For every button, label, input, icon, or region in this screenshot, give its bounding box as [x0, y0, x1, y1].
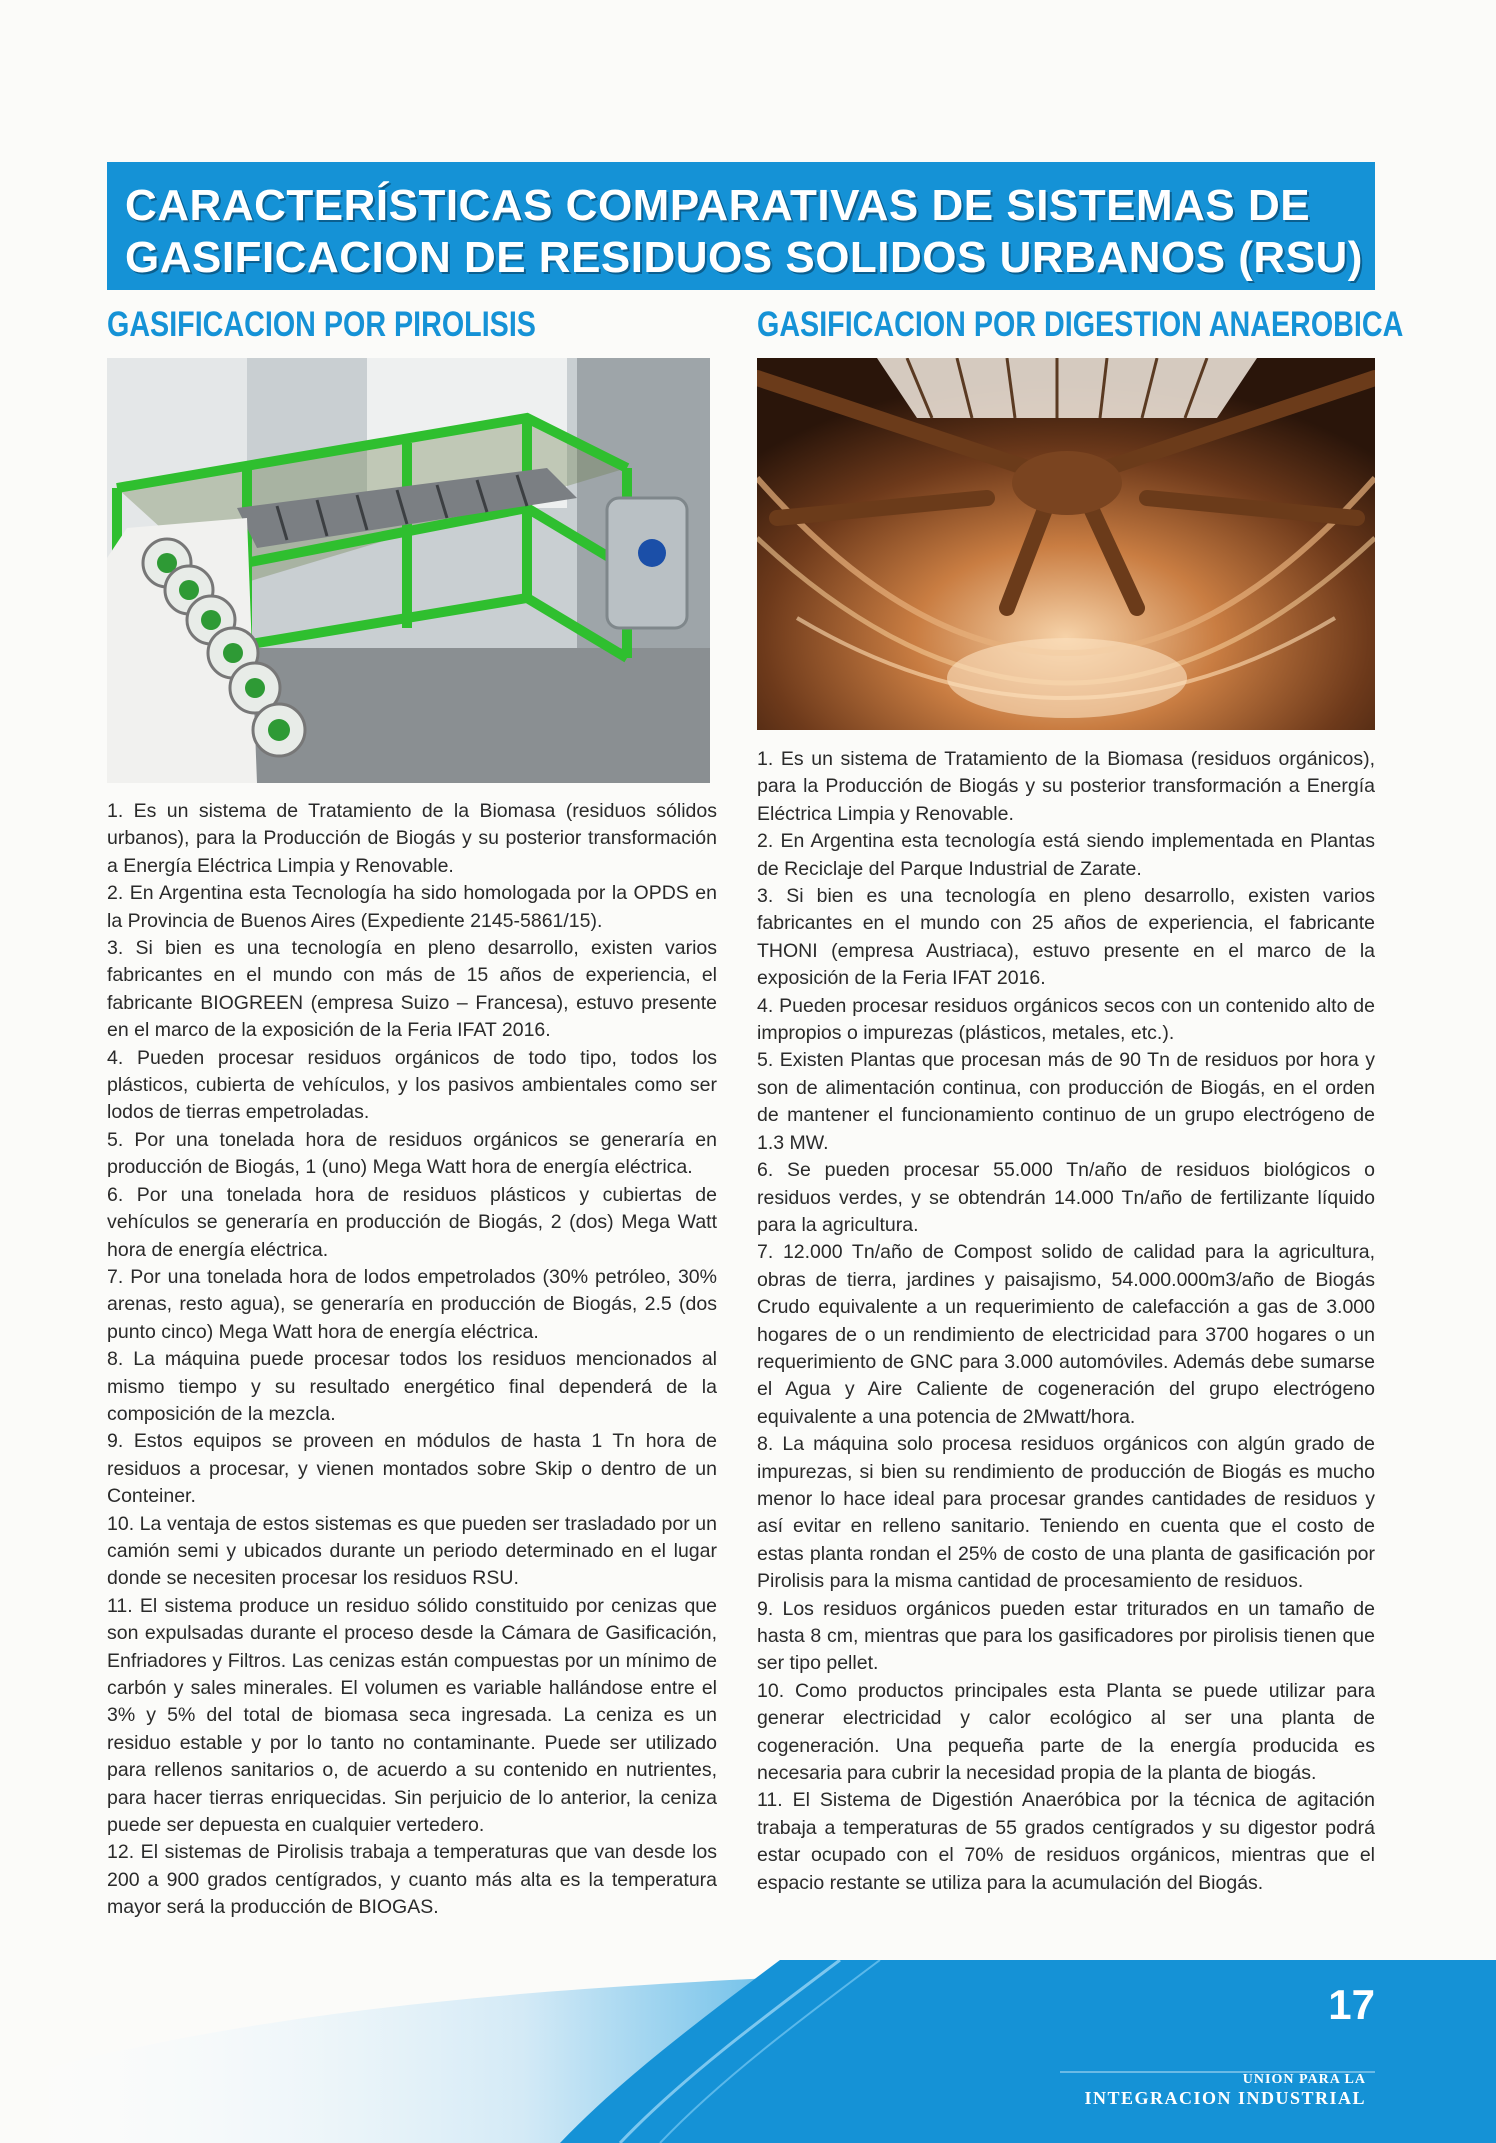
pyrolysis-item-5: 5. Por una tonelada hora de residuos orgánicos se generaría en producción de Biogás, 1 (uno) Mega Watt hora de energía eléctrica. [107, 1128, 717, 1179]
pyrolysis-item-7: 7. Por una tonelada hora de lodos empetrolados (30% petróleo, 30% arenas, resto agua), se generaría en producción de Biogás, 2.5 (dos punto cinco) Mega Watt hora de energía eléctrica. [107, 1265, 717, 1343]
pyrolysis-item-2: 2. En Argentina esta Tecnología ha sido homologada por la OPDS en la Provincia de Buenos Aires (Expediente 2145-5861/15). [107, 882, 717, 932]
anaerobic-item-1: 1. Es un sistema de Tratamiento de la Biomasa (residuos orgánicos), para la Producción de Biogás y su posterior transformación a Energía Eléctrica Limpia y Renovable. [757, 748, 1375, 825]
anaerobic-item-7: 7. 12.000 Tn/año de Compost solido de calidad para la agricultura, obras de tierra, jardines y paisajismo, 54.000.000m3/año de Biogás Crudo equivalente a un requerimiento de calefacción a gas de 3.000 hogares de o un rendimiento de electricidad para 3700 hogares o un requerimiento de GNC para 3.000 automóviles. Además debe sumarse el Agua y Aire Caliente de cogeneración del grupo electrógeno equivalente a una potencia de 2Mwatt/hora. [757, 1241, 1375, 1428]
pyrolysis-item-6: 6. Por una tonelada hora de residuos plásticos y cubiertas de vehículos se generaría en producción de Biogás, 2 (dos) Mega Watt hora de energía eléctrica. [107, 1183, 717, 1261]
anaerobic-text [757, 746, 1375, 1897]
footer-band [0, 1960, 1496, 2143]
anaerobic-item-8: 8. La máquina solo procesa residuos orgánicos con algún grado de impurezas, si bien su rendimiento de producción de Biogás es mucho menor lo hace ideal para procesar grandes cantidades de residuos y así evitar en relleno sanitario. Teniendo en cuenta que el costo de estas planta rondan el 25% de costo de una planta de gasificación por Pirolisis para la misma cantidad de procesamiento de residuos. [757, 1433, 1375, 1593]
pyrolysis-item-3: 3. Si bien es una tecnología en pleno desarrollo, existen varios fabricantes en el mundo con más de 15 años de experiencia, el fabricante BIOGREEN (empresa Suizo – Francesa), estuvo presente en el marco de la exposición de la Feria IFAT 2016. [107, 937, 717, 1042]
pyrolysis-item-4: 4. Pueden procesar residuos orgánicos de todo tipo, todos los plásticos, cubierta de vehículos, y los pasivos ambientales como ser lodos de tierras empetroladas. [107, 1046, 717, 1124]
anaerobic-digester-photo [757, 358, 1375, 730]
heading-pyrolysis: GASIFICACION POR PIROLISIS [107, 305, 536, 344]
anaerobic-item-2: 2. En Argentina esta tecnología está siendo implementada en Plantas de Reciclaje del Parque Industrial de Zarate. [757, 830, 1375, 880]
pyrolysis-item-12: 12. El sistemas de Pirolisis trabaja a temperaturas que van desde los 200 a 900 grados centígrados, y cuanto más alta es la temperatura mayor será la producción de BIOGAS. [107, 1841, 717, 1919]
title-line-2: GASIFICACION DE RESIDUOS SOLIDOS URBANOS (RSU) [125, 233, 1363, 282]
publisher-name-line-2: INTEGRACION INDUSTRIAL [1084, 2088, 1366, 2108]
pyrolysis-item-11: 11. El sistema produce un residuo sólido constituido por cenizas que son expulsadas durante el proceso desde la Cámara de Gasificación, Enfriadores y Filtros. Las cenizas están compuestas por un mínimo de carbón y sales minerales. El volumen es variable hallándose entre el 3% y 5% del total de biomasa seca ingresada. La ceniza es un residuo estable y por lo tanto no contaminante. Puede ser utilizado para rellenos sanitarios o, de acuerdo a su contenido en nutrientes, para hacer tierras enriquecidas. Sin perjuicio de lo anterior, la ceniza puede ser depuesta en cualquier vertedero. [107, 1594, 717, 1837]
pyrolysis-item-10: 10. La ventaja de estos sistemas es que pueden ser trasladado por un camión semi y ubicados durante un periodo determinado en el lugar donde se necesiten procesar los residuos RSU. [107, 1512, 717, 1590]
heading-anaerobic-digestion: GASIFICACION POR DIGESTION ANAEROBICA [757, 305, 1404, 344]
publisher-name-line-1: UNION PARA LA [1242, 2072, 1366, 2087]
anaerobic-item-10: 10. Como productos principales esta Planta se puede utilizar para generar electricidad y calor ecológico al ser una planta de cogeneración. Una pequeña parte de la energía producida es necesaria para cubrir la necesidad propia de la planta de biogás. [757, 1679, 1375, 1785]
title-line-1: CARACTERÍSTICAS COMPARATIVAS DE SISTEMAS DE [125, 181, 1311, 230]
pyrolysis-item-8: 8. La máquina puede procesar todos los residuos mencionados al mismo tiempo y su resultado energético final dependerá de la composición de la mezcla. [107, 1348, 717, 1425]
anaerobic-item-6: 6. Se pueden procesar 55.000 Tn/año de residuos biológicos o residuos verdes, y se obtendrán 14.000 Tn/año de fertilizante líquido para la agricultura. [757, 1159, 1375, 1236]
anaerobic-item-9: 9. Los residuos orgánicos pueden estar triturados en un tamaño de hasta 8 cm, mientras que para los gasificadores por pirolisis tienen que ser tipo pellet. [757, 1597, 1375, 1675]
pyrolysis-item-1: 1. Es un sistema de Tratamiento de la Biomasa (residuos sólidos urbanos), para la Producción de Biogás y su posterior transformación a Energía Eléctrica Limpia y Renovable. [107, 800, 717, 877]
anaerobic-item-5: 5. Existen Plantas que procesan más de 90 Tn de residuos por hora y son de alimentación continua, con producción de Biogás, en el orden de mantener el funcionamiento continuo de un grupo electrógeno de 1.3 MW. [757, 1049, 1375, 1154]
anaerobic-item-11: 11. El Sistema de Digestión Anaeróbica por la técnica de agitación trabaja a temperaturas de 55 grados centígrados y su digestor podrá estar ocupado con el 70% de residuos orgánicos, mientras que el espacio restante se utiliza para la acumulación del Biogás. [757, 1789, 1375, 1894]
title-banner [107, 162, 1375, 290]
anaerobic-item-4: 4. Pueden procesar residuos orgánicos secos con un contenido alto de impropios o impurezas (plásticos, metales, etc.). [757, 994, 1375, 1045]
anaerobic-item-3: 3. Si bien es una tecnología en pleno desarrollo, existen varios fabricantes en el mundo con 25 años de experiencia, el fabricante THONI (empresa Austriaca), estuvo presente en el marco de la exposición de la Feria IFAT 2016. [757, 885, 1375, 990]
page-number: 17 [1328, 1981, 1375, 2028]
pyrolysis-text [107, 798, 717, 1922]
pyrolysis-item-9: 9. Estos equipos se proveen en módulos de hasta 1 Tn hora de residuos a procesar, y vienen montados sobre Skip o dentro de un Conteiner. [107, 1430, 717, 1508]
pyrolysis-machine-photo [107, 358, 710, 783]
